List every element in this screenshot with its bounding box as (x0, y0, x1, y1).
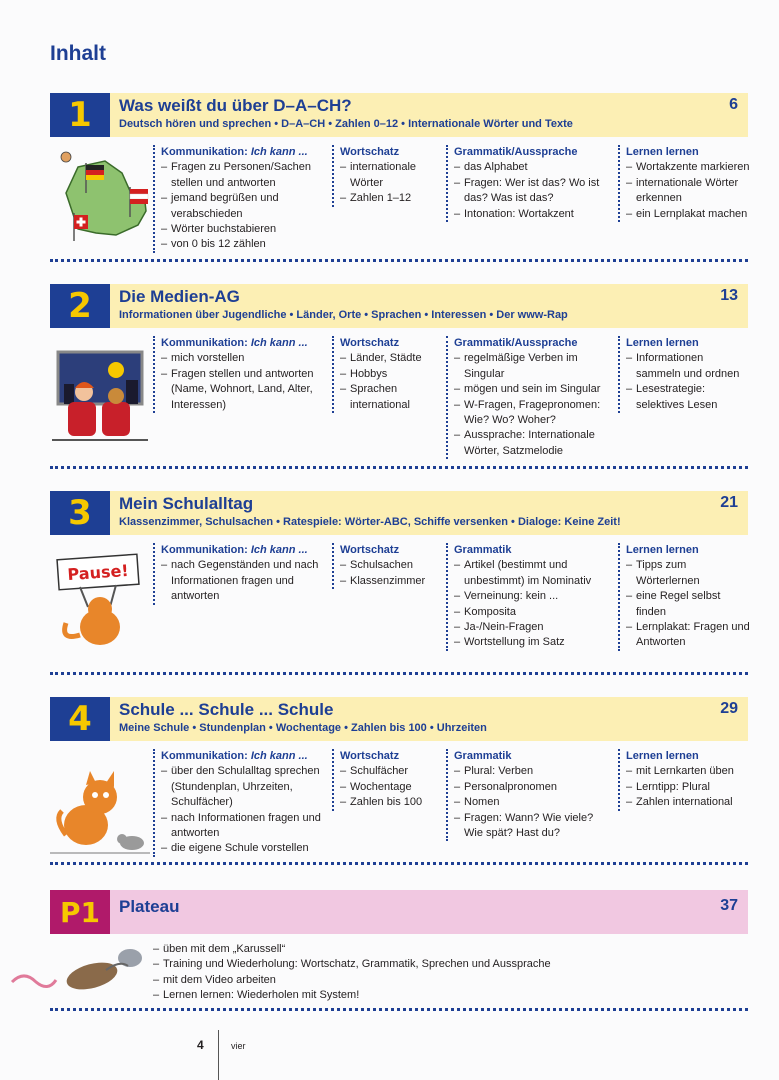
list-item: – Intonation: Wortakzent (454, 207, 612, 222)
list-item: – Zahlen 1–12 (340, 191, 444, 206)
list-item: – Schulsachen (340, 558, 444, 573)
column-wortschatz (332, 543, 444, 589)
list-item: – Fragen stellen und antworten (Name, Wohnort, Land, Alter, Interessen) (161, 367, 332, 413)
cat-mouse-illustration (50, 749, 150, 859)
column-lernen (618, 749, 750, 811)
list-item: – Informationen sammeln und ordnen (626, 351, 750, 382)
list-item: – Tipps zum Wörterlernen (626, 558, 750, 589)
dog-illustration (10, 940, 150, 1000)
column-heading: Kommunikation: Ich kann ... (161, 337, 308, 349)
list-item: – nach Informationen fragen und antworten (161, 811, 332, 842)
list-item: – Schulfächer (340, 764, 444, 779)
column-lernen (618, 145, 750, 222)
dotted-divider (50, 862, 748, 865)
list-item: – Wortakzente markieren (626, 160, 750, 175)
column-wortschatz (332, 336, 444, 413)
unit-subtitle: Meine Schule • Stundenplan • Wochentage • Zahlen bis 100 • Uhrzeiten (119, 722, 487, 734)
list-item: – eine Regel selbst finden (626, 589, 750, 620)
list-item: – mögen und sein im Singular (454, 382, 612, 397)
unit-number: 2 (50, 284, 110, 328)
unit-title: Schule ... Schule ... Schule (119, 700, 334, 719)
list-item: – internationale Wörter (340, 160, 444, 191)
list-item: – jemand begrüßen und verabschieden (161, 191, 332, 222)
unit-page-number: 13 (720, 287, 738, 304)
sign-text: Pause! (66, 560, 130, 585)
unit-subtitle: Informationen über Jugendliche • Länder, Orte • Sprachen • Interessen • Der www-Rap (119, 309, 568, 321)
list-item: – Sprachen international (340, 382, 444, 413)
list-item: – Lernplakat: Fragen und Antworten (626, 620, 750, 651)
column-lernen (618, 543, 750, 651)
media-kids-illustration (50, 336, 150, 446)
page-number: 4 (197, 1038, 204, 1052)
column-kommunikation (153, 543, 332, 605)
column-lernen (618, 336, 750, 413)
list-item: – Klassenzimmer (340, 574, 444, 589)
list-item: – Plural: Verben (454, 764, 612, 779)
list-item: – Fragen: Wann? Wie viele? Wie spät? Hast du? (454, 811, 612, 842)
column-heading: Wortschatz (340, 750, 400, 762)
list-item: – Fragen: Wer ist das? Wo ist das? Was ist das? (454, 176, 612, 207)
column-heading: Lernen lernen (626, 544, 699, 556)
list-item: – Fragen zu Personen/Sachen stellen und antworten (161, 160, 332, 191)
list-item: – internationale Wörter erkennen (626, 176, 750, 207)
column-kommunikation (153, 145, 332, 253)
list-item: – das Alphabet (454, 160, 612, 175)
list-item: – mich vorstellen (161, 351, 332, 366)
list-item: – von 0 bis 12 zählen (161, 237, 332, 252)
column-heading: Grammatik (454, 750, 512, 762)
list-item: – Ja-/Nein-Fragen (454, 620, 612, 635)
column-wortschatz (332, 749, 444, 811)
list-item: – W-Fragen, Fragepronomen: Wie? Wo? Woher? (454, 398, 612, 429)
unit-title: Mein Schulalltag (119, 494, 254, 513)
plateau-list (153, 942, 633, 1004)
unit-number: 3 (50, 491, 110, 535)
list-item: – Verneinung: kein ... (454, 589, 612, 604)
plateau-title: Plateau (119, 897, 180, 916)
unit-subtitle: Klassenzimmer, Schulsachen • Ratespiele: Wörter-ABC, Schiffe versenken • Dialoge: Keine Zeit! (119, 516, 621, 528)
unit-page-number: 6 (729, 96, 738, 113)
list-item: – Wörter buchstabieren (161, 222, 332, 237)
unit-number: 1 (50, 93, 110, 137)
list-item: – Lernen lernen: Wiederholen mit System! (153, 988, 633, 1003)
column-heading: Grammatik/Aussprache (454, 146, 578, 158)
column-wortschatz (332, 145, 444, 207)
plateau-number: P1 (50, 890, 110, 934)
column-heading: Wortschatz (340, 146, 400, 158)
page-title: Inhalt (50, 42, 106, 65)
list-item: – Zahlen bis 100 (340, 795, 444, 810)
column-kommunikation (153, 749, 332, 857)
list-item: – die eigene Schule vorstellen (161, 841, 332, 856)
unit-subtitle: Deutsch hören und sprechen • D–A–CH • Zahlen 0–12 • Internationale Wörter und Texte (119, 118, 573, 130)
unit-page-number: 21 (720, 494, 738, 511)
list-item: – Zahlen international (626, 795, 750, 810)
list-item: – Wortstellung im Satz (454, 635, 612, 650)
column-grammatik (446, 145, 612, 222)
cat-pause-sign-illustration (50, 543, 150, 653)
list-item: – über den Schulalltag sprechen (Stundenplan, Uhrzeiten, Schulfächer) (161, 764, 332, 810)
column-heading: Grammatik/Aussprache (454, 337, 578, 349)
column-grammatik (446, 336, 612, 459)
page-word: vier (231, 1041, 246, 1051)
column-heading: Grammatik (454, 544, 512, 556)
list-item: – Hobbys (340, 367, 444, 382)
column-kommunikation (153, 336, 332, 413)
footer-divider (218, 1030, 219, 1080)
column-heading: Lernen lernen (626, 750, 699, 762)
column-heading: Kommunikation: Ich kann ... (161, 750, 308, 762)
list-item: – Länder, Städte (340, 351, 444, 366)
column-heading: Kommunikation: Ich kann ... (161, 544, 308, 556)
column-heading: Lernen lernen (626, 146, 699, 158)
list-item: – ein Lernplakat machen (626, 207, 750, 222)
list-item: – üben mit dem „Karussell“ (153, 942, 633, 957)
column-heading: Lernen lernen (626, 337, 699, 349)
list-item: – Lesestrategie: selektives Lesen (626, 382, 750, 413)
list-item: – Komposita (454, 605, 612, 620)
column-grammatik (446, 749, 612, 841)
list-item: – Wochentage (340, 780, 444, 795)
list-item: – Nomen (454, 795, 612, 810)
column-heading: Kommunikation: Ich kann ... (161, 146, 308, 158)
unit-page-number: 29 (720, 700, 738, 717)
dotted-divider (50, 466, 748, 469)
unit-number: 4 (50, 697, 110, 741)
plateau-page-number: 37 (720, 897, 738, 914)
dotted-divider (50, 672, 748, 675)
list-item: – Lerntipp: Plural (626, 780, 750, 795)
list-item: – Personalpronomen (454, 780, 612, 795)
column-grammatik (446, 543, 612, 651)
dotted-divider (50, 1008, 748, 1011)
list-item: – Artikel (bestimmt und unbestimmt) im Nominativ (454, 558, 612, 589)
map-flags-illustration (50, 145, 150, 255)
list-item: – nach Gegenständen und nach Informationen fragen und antworten (161, 558, 332, 604)
unit-title: Was weißt du über D–A–CH? (119, 96, 352, 115)
list-item: – regelmäßige Verben im Singular (454, 351, 612, 382)
list-item: – Aussprache: Internationale Wörter, Satzmelodie (454, 428, 612, 459)
list-item: – mit Lernkarten üben (626, 764, 750, 779)
dotted-divider (50, 259, 748, 262)
unit-title: Die Medien-AG (119, 287, 240, 306)
column-heading: Wortschatz (340, 544, 400, 556)
column-heading: Wortschatz (340, 337, 400, 349)
list-item: – Training und Wiederholung: Wortschatz, Grammatik, Sprechen und Aussprache (153, 957, 633, 972)
list-item: – mit dem Video arbeiten (153, 973, 633, 988)
